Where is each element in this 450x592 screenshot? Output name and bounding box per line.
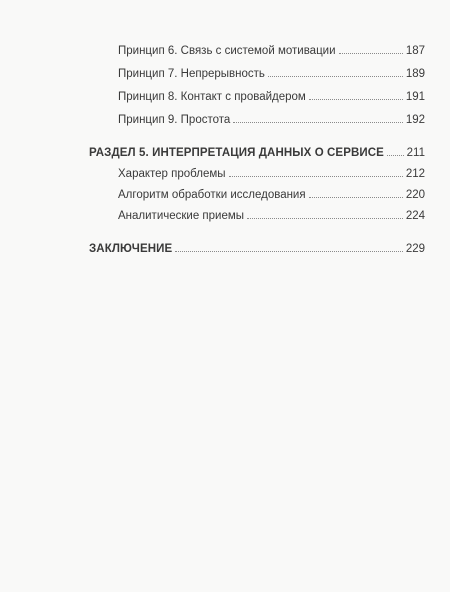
toc-entry-conclusion[interactable] (89, 242, 425, 256)
toc-entry-page-number: 191 (405, 91, 425, 103)
toc-entry-label: Аналитические приемы (118, 210, 245, 222)
dot-leader (339, 53, 403, 54)
dot-leader (229, 176, 403, 177)
toc-entry-label: Алгоритм обработки исследования (118, 189, 306, 201)
toc-entry-analytic-methods[interactable] (118, 209, 425, 223)
toc-entry-label: Характер проблемы (118, 168, 226, 180)
dot-leader (309, 99, 403, 100)
toc-entry-principle-7[interactable] (118, 67, 425, 81)
toc-section-label: ЗАКЛЮЧЕНИЕ (89, 243, 173, 255)
toc-entry-page-number: 229 (405, 243, 425, 255)
toc-entry-page-number: 192 (405, 114, 425, 126)
dot-leader (387, 155, 404, 156)
toc-entry-principle-6[interactable] (118, 44, 425, 58)
toc-entry-principle-8[interactable] (118, 90, 425, 104)
toc-entry-principle-9[interactable] (118, 113, 425, 127)
toc-entry-processing-algorithm[interactable] (118, 188, 425, 202)
toc-section-label: РАЗДЕЛ 5. ИНТЕРПРЕТАЦИЯ ДАННЫХ О СЕРВИСЕ (89, 147, 384, 159)
dot-leader (233, 122, 403, 123)
toc-entry-label: Принцип 8. Контакт с провайдером (118, 91, 306, 103)
dot-leader (247, 218, 403, 219)
toc-entry-label: Принцип 7. Непрерывность (118, 68, 265, 80)
toc-entry-problem-nature[interactable] (118, 167, 425, 181)
toc-entry-page-number: 189 (405, 68, 425, 80)
toc-entry-page-number: 224 (405, 210, 425, 222)
toc-entry-page-number: 212 (405, 168, 425, 180)
toc-entry-label: Принцип 6. Связь с системой мотивации (118, 45, 336, 57)
toc-entry-page-number: 220 (405, 189, 425, 201)
toc-entry-section-5[interactable] (89, 146, 425, 160)
dot-leader (268, 76, 403, 77)
dot-leader (175, 251, 403, 252)
toc-entry-label: Принцип 9. Простота (118, 114, 231, 126)
toc-entry-page-number: 187 (405, 45, 425, 57)
dot-leader (309, 197, 403, 198)
toc-entry-page-number: 211 (406, 147, 425, 159)
